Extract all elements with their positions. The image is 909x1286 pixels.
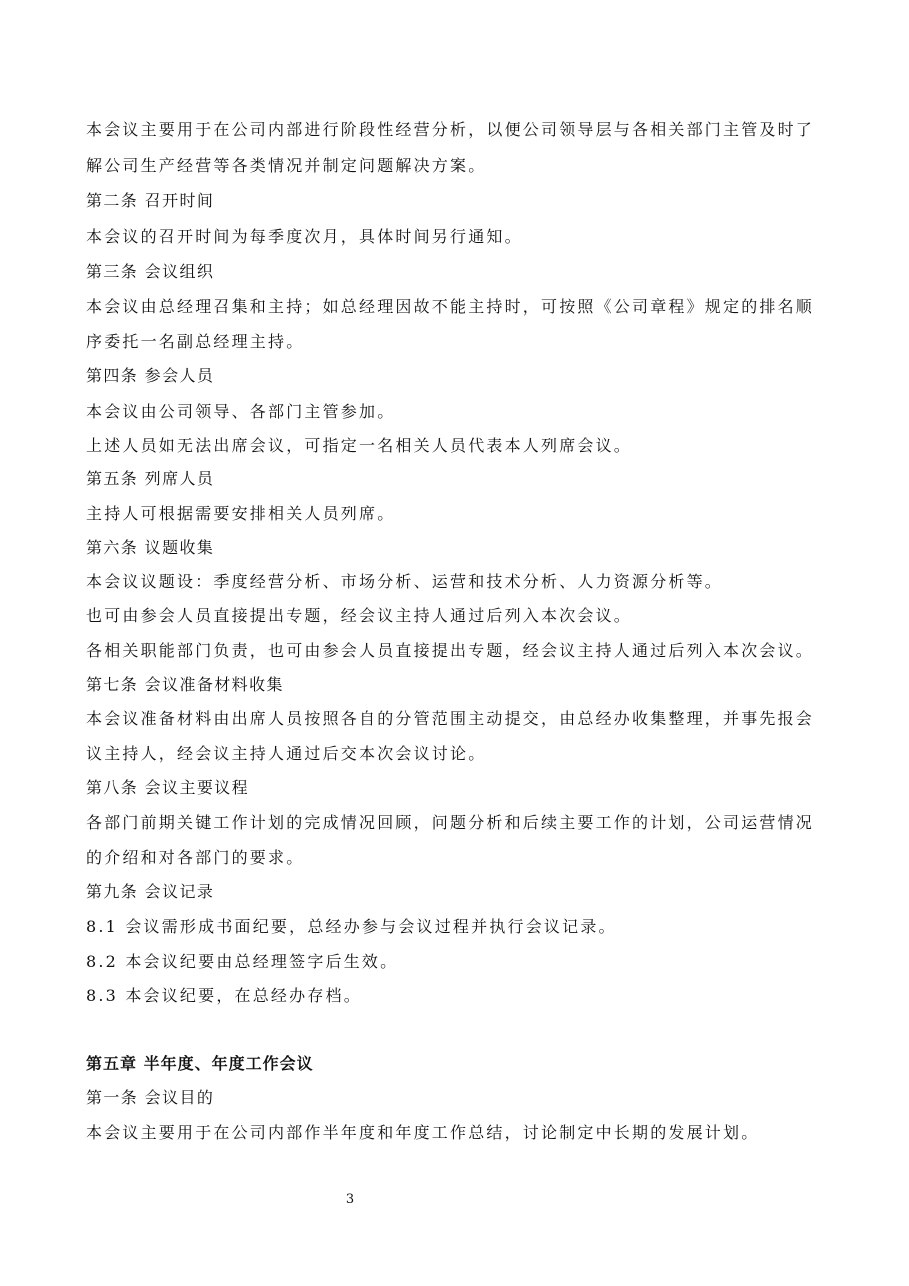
article-heading: 第三条 会议组织 — [86, 262, 215, 281]
body-paragraph: 序委托一名副总经理主持。 — [86, 332, 305, 351]
body-paragraph: 本会议议题设：季度经营分析、市场分析、运营和技术分析、人力资源分析等。 — [86, 572, 724, 591]
body-paragraph: 议主持人，经会议主持人通过后交本次会议讨论。 — [86, 744, 487, 763]
body-paragraph: 的介绍和对各部门的要求。 — [86, 848, 305, 867]
article-heading: 第九条 会议记录 — [86, 882, 215, 901]
article-heading: 第五条 列席人员 — [86, 469, 215, 488]
body-paragraph: 本会议准备材料由出席人员按照各自的分管范围主动提交，由总经办收集整理，并事先报会 — [86, 709, 815, 728]
body-paragraph: 本会议由公司领导、各部门主管参加。 — [86, 402, 396, 421]
list-item: 8.2 本会议纪要由总经理签字后生效。 — [86, 952, 399, 971]
article-heading: 第四条 参会人员 — [86, 366, 215, 385]
body-paragraph: 本会议由总经理召集和主持；如总经理因故不能主持时，可按照《公司章程》规定的排名顺 — [86, 297, 815, 316]
list-item: 8.1 会议需形成书面纪要，总经办参与会议过程并执行会议记录。 — [86, 917, 617, 936]
page-number: 3 — [345, 1192, 355, 1207]
body-paragraph: 本会议主要用于在公司内部作半年度和年度工作总结，讨论制定中长期的发展计划。 — [86, 1123, 760, 1142]
body-paragraph: 上述人员如无法出席会议，可指定一名相关人员代表本人列席会议。 — [86, 436, 633, 455]
list-item: 8.3 本会议纪要，在总经办存档。 — [86, 986, 362, 1005]
chapter-heading: 第五章 半年度、年度工作会议 — [86, 1054, 314, 1073]
body-paragraph: 也可由参会人员直接提出专题，经会议主持人通过后列入本次会议。 — [86, 606, 633, 625]
body-paragraph: 各相关职能部门负责，也可由参会人员直接提出专题，经会议主持人通过后列入本次会议。 — [86, 641, 815, 660]
body-paragraph: 主持人可根据需要安排相关人员列席。 — [86, 504, 396, 523]
article-heading: 第二条 召开时间 — [86, 191, 215, 210]
article-heading: 第七条 会议准备材料收集 — [86, 675, 284, 694]
body-paragraph: 解公司生产经营等各类情况并制定问题解决方案。 — [86, 156, 487, 175]
body-paragraph: 本会议的召开时间为每季度次月，具体时间另行通知。 — [86, 227, 523, 246]
body-paragraph: 各部门前期关键工作计划的完成情况回顾，问题分析和后续主要工作的计划，公司运营情况 — [86, 813, 815, 832]
article-heading: 第八条 会议主要议程 — [86, 778, 250, 797]
body-paragraph: 本会议主要用于在公司内部进行阶段性经营分析，以便公司领导层与各相关部门主管及时了 — [86, 120, 815, 139]
article-heading: 第一条 会议目的 — [86, 1088, 215, 1107]
article-heading: 第六条 议题收集 — [86, 538, 215, 557]
